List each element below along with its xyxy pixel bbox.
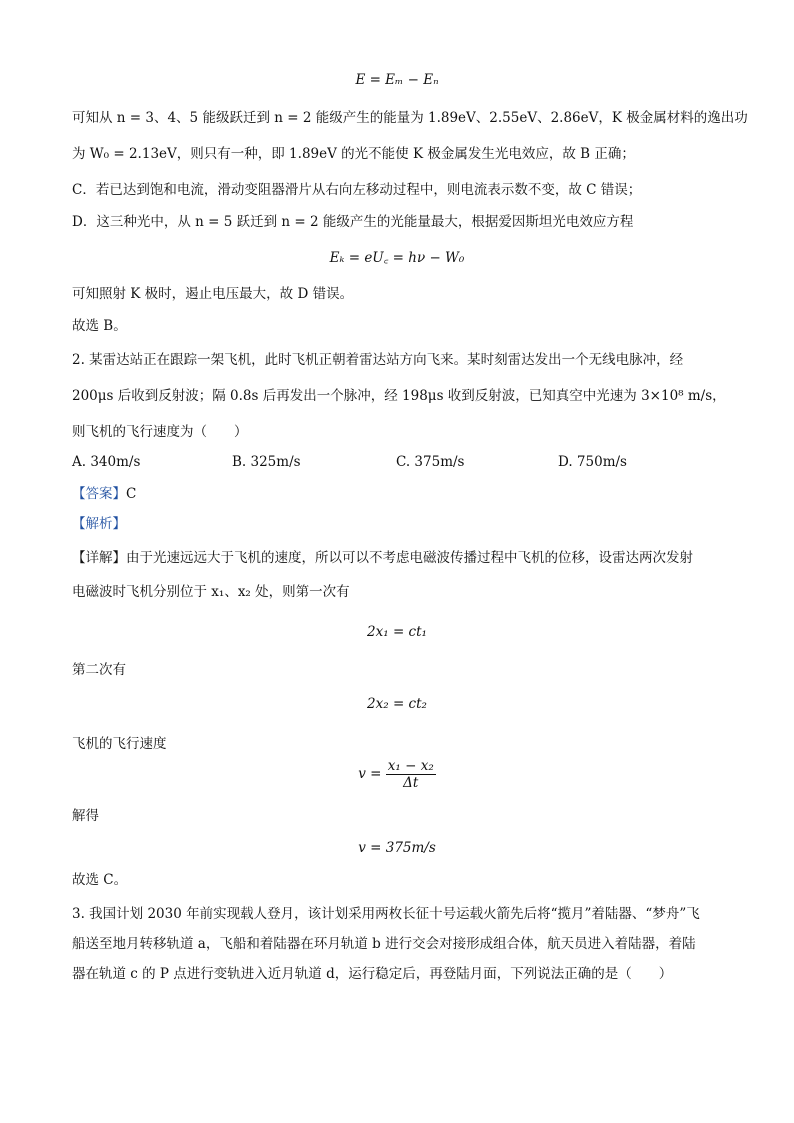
text-line: 可知照射 K 极时，遏止电压最大，故 D 错误。	[72, 286, 354, 302]
question-2-stem: 2. 某雷达站正在跟踪一架飞机，此时飞机正朝着雷达站方向飞来。某时刻雷达发出一个无线电脉冲，经	[72, 352, 684, 368]
question-2-stem: 则飞机的飞行速度为（ ）	[72, 424, 248, 440]
text-line: 解得	[72, 808, 99, 824]
option-d: D. 750m/s	[558, 454, 627, 470]
answer-value: C	[126, 486, 137, 502]
equation-second: 2x₂ = ct₂	[367, 696, 427, 712]
text-line: 电磁波时飞机分别位于 x₁、x₂ 处，则第一次有	[72, 584, 350, 600]
answer-tag: 【答案】	[72, 486, 126, 502]
equation-result: v = 375m/s	[358, 840, 436, 856]
fraction-denominator: Δt	[403, 775, 419, 791]
analysis-label: 【解析】	[72, 516, 126, 532]
answer-line	[72, 484, 136, 504]
fraction-numerator: x₁ − x₂	[387, 758, 434, 774]
text-line: 故选 C。	[72, 872, 128, 888]
question-3-stem: 器在轨道 c 的 P 点进行变轨进入近月轨道 d，运行稳定后，再登陆月面，下列说法正确的是（ ）	[72, 966, 673, 982]
equation-velocity	[0, 758, 794, 791]
text-line: 为 W₀ = 2.13eV，则只有一种，即 1.89eV 的光不能使 K 极金属发生光电效应，故 B 正确；	[72, 146, 635, 162]
text-line: 飞机的飞行速度	[72, 736, 167, 752]
text-line: 故选 B。	[72, 318, 127, 334]
velocity-fraction	[386, 758, 436, 791]
equation-energy: E = Eₘ − Eₙ	[355, 72, 439, 88]
text-line: C．若已达到饱和电流，滑动变阻器滑片从右向左移动过程中，则电流表示数不变，故 C 错误；	[72, 182, 642, 198]
option-b: B. 325m/s	[232, 454, 301, 470]
option-a: A. 340m/s	[72, 454, 141, 470]
option-c: C. 375m/s	[396, 454, 465, 470]
text-line: D．这三种光中，从 n = 5 跃迁到 n = 2 能级产生的光能量最大，根据爱因斯坦光电效应方程	[72, 214, 634, 230]
analysis-tag	[72, 514, 126, 534]
detail-tag: 【详解】	[72, 550, 126, 566]
equation-photoelectric: Eₖ = eU꜀ = hν − W₀	[329, 250, 465, 266]
text-line: 第二次有	[72, 662, 126, 678]
velocity-lhs: v =	[358, 766, 382, 782]
question-3-stem: 3. 我国计划 2030 年前实现载人登月，该计划采用两枚长征十号运载火箭先后将“揽月”着陆器、“梦舟”飞	[72, 906, 700, 922]
question-2-stem: 200μs 后收到反射波；隔 0.8s 后再发出一个脉冲，经 198μs 收到反射波，已知真空中光速为 3×10⁸ m/s，	[72, 388, 726, 404]
equation-first: 2x₁ = ct₁	[367, 624, 427, 640]
detail-text: 由于光速远远大于飞机的速度，所以可以不考虑电磁波传播过程中飞机的位移，设雷达两次发射	[126, 550, 693, 566]
text-line: 可知从 n = 3、4、5 能级跃迁到 n = 2 能级产生的能量为 1.89eV、2.55eV、2.86eV，K 极金属材料的逸出功	[72, 110, 748, 126]
question-3-stem: 船送至地月转移轨道 a，飞船和着陆器在环月轨道 b 进行交会对接形成组合体，航天员进入着陆器，着陆	[72, 936, 696, 952]
detail-line	[72, 548, 693, 568]
